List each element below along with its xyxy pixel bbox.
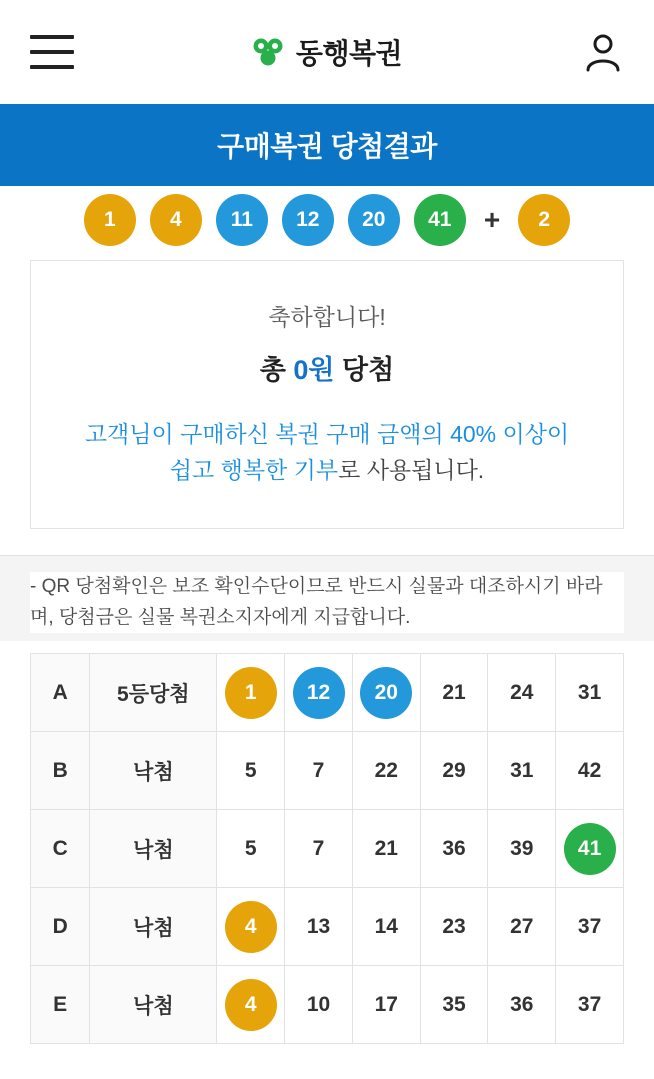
row-rank: 낙첨 [90,810,217,888]
row-number: 10 [285,966,353,1044]
clover-logo-icon [252,37,286,67]
total-prize-line [51,348,603,387]
brand[interactable] [252,32,402,72]
result-card-wrap [0,250,654,555]
row-number [556,810,624,888]
row-number [285,654,353,732]
notice-area [0,555,654,641]
row-number [352,654,420,732]
app-header [0,0,654,104]
row-number: 29 [420,732,488,810]
result-card [30,260,624,529]
row-number: 24 [488,654,556,732]
winning-ball: 41 [414,194,466,246]
brand-name: 동행복권 [295,38,403,69]
table-row [31,732,624,810]
row-rank: 낙첨 [90,732,217,810]
number-ball: 20 [360,667,412,719]
row-number: 7 [285,810,353,888]
row-rank: 5등당첨 [90,654,217,732]
row-number: 36 [488,966,556,1044]
page-title-bar [0,104,654,186]
hamburger-bar [30,35,74,39]
row-letter: C [31,810,90,888]
row-number [217,654,285,732]
row-rank: 낙첨 [90,966,217,1044]
congrats-text: 축하합니다! [268,304,386,330]
row-letter: E [31,966,90,1044]
bonus-ball: 2 [518,194,570,246]
row-number: 35 [420,966,488,1044]
row-number: 17 [352,966,420,1044]
row-number: 23 [420,888,488,966]
row-letter: D [31,888,90,966]
donation-tail: 로 사용됩니다. [338,456,485,483]
row-number: 39 [488,810,556,888]
row-number [217,888,285,966]
total-amount: 0원 [293,355,335,385]
winning-ball: 11 [216,194,268,246]
results-table-wrap [0,641,654,1044]
donation-line-2 [51,453,603,489]
row-number [217,966,285,1044]
row-number: 5 [217,732,285,810]
donation-highlight: 쉽고 행복한 기부 [169,456,339,483]
notice-text: - QR 당첨확인은 보조 확인수단이므로 반드시 실물과 대조하시기 바라며, 당첨금은 실물 복권소지자에게 지급합니다. [30,572,624,633]
user-icon[interactable] [584,32,622,72]
hamburger-bar [30,65,74,69]
row-number: 21 [420,654,488,732]
donation-line-1: 고객님이 구매하신 복권 구매 금액의 40% 이상이 [84,421,570,447]
row-number: 36 [420,810,488,888]
table-row [31,810,624,888]
winning-ball: 20 [348,194,400,246]
winning-numbers-strip [0,186,654,250]
number-ball: 12 [293,667,345,719]
row-letter: B [31,732,90,810]
row-number: 27 [488,888,556,966]
donation-message [51,417,603,488]
table-row [31,654,624,732]
row-number: 42 [556,732,624,810]
table-row [31,888,624,966]
table-row [31,966,624,1044]
number-ball: 4 [225,901,277,953]
winning-ball: 12 [282,194,334,246]
number-ball: 4 [225,979,277,1031]
winning-ball: 4 [150,194,202,246]
plus-sign: + [483,204,501,235]
winning-ball: 1 [84,194,136,246]
row-number: 14 [352,888,420,966]
number-ball: 41 [564,823,616,875]
row-number: 13 [285,888,353,966]
row-number: 5 [217,810,285,888]
row-number: 21 [352,810,420,888]
number-ball: 1 [225,667,277,719]
results-table [30,653,624,1044]
page-title: 구매복권 당첨결과 [217,131,437,162]
row-rank: 낙첨 [90,888,217,966]
row-number: 31 [556,654,624,732]
row-number: 37 [556,888,624,966]
row-letter: A [31,654,90,732]
row-number: 37 [556,966,624,1044]
hamburger-bar [30,50,74,54]
hamburger-icon[interactable] [30,35,74,69]
row-number: 31 [488,732,556,810]
row-number: 22 [352,732,420,810]
row-number: 7 [285,732,353,810]
total-suffix: 당첨 [334,355,395,385]
total-prefix: 총 [259,355,294,385]
